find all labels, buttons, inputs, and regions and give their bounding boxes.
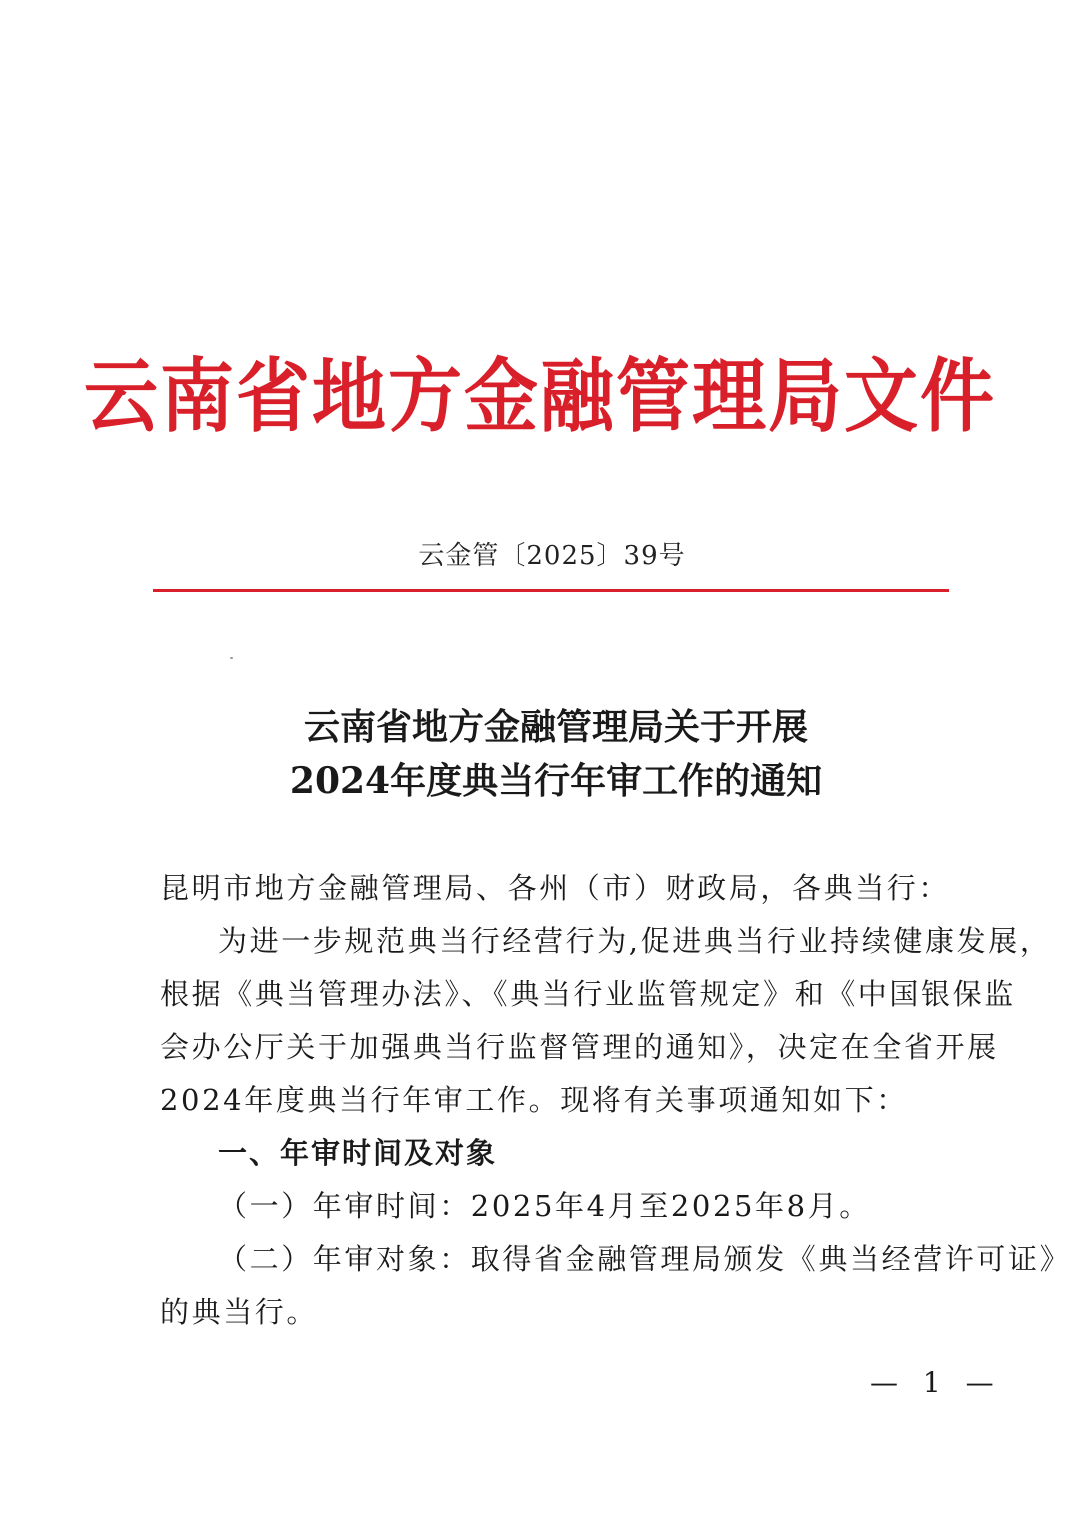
item2-line2: 的典当行。	[160, 1295, 319, 1329]
paragraph1-line4: 2024年度典当行年审工作。现将有关事项通知如下：	[160, 1083, 908, 1117]
scan-speck	[230, 657, 233, 659]
paragraph1-line2: 根据《典当管理办法》、《典当行业监管规定》和《中国银保监	[160, 977, 1016, 1011]
document-title-line2: 2024年度典当行年审工作的通知	[289, 760, 823, 802]
issuer-header-title: 云南省地方金融管理局文件	[84, 350, 996, 444]
document-body	[160, 862, 1072, 1339]
section1-heading: 一、年审时间及对象	[218, 1136, 498, 1170]
paragraph1-line1: 为进一步规范典当行经营行为,促进典当行业持续健康发展，	[218, 924, 1052, 958]
document-title	[0, 700, 1080, 808]
addressee-line: 昆明市地方金融管理局、各州（市）财政局，各典当行：	[160, 871, 951, 905]
item2-line1: （二）年审对象：取得省金融管理局颁发《典当经营许可证》	[218, 1242, 1072, 1276]
item1-line: （一）年审时间：2025年4月至2025年8月。	[218, 1189, 871, 1223]
page-number: — 1 —	[870, 1366, 1002, 1399]
document-title-line1: 云南省地方金融管理局关于开展	[303, 706, 808, 748]
red-divider-line	[153, 589, 949, 592]
document-number: 云金管〔2025〕39号	[418, 541, 686, 571]
paragraph1-line3: 会办公厅关于加强典当行监督管理的通知》，决定在全省开展	[160, 1030, 999, 1064]
